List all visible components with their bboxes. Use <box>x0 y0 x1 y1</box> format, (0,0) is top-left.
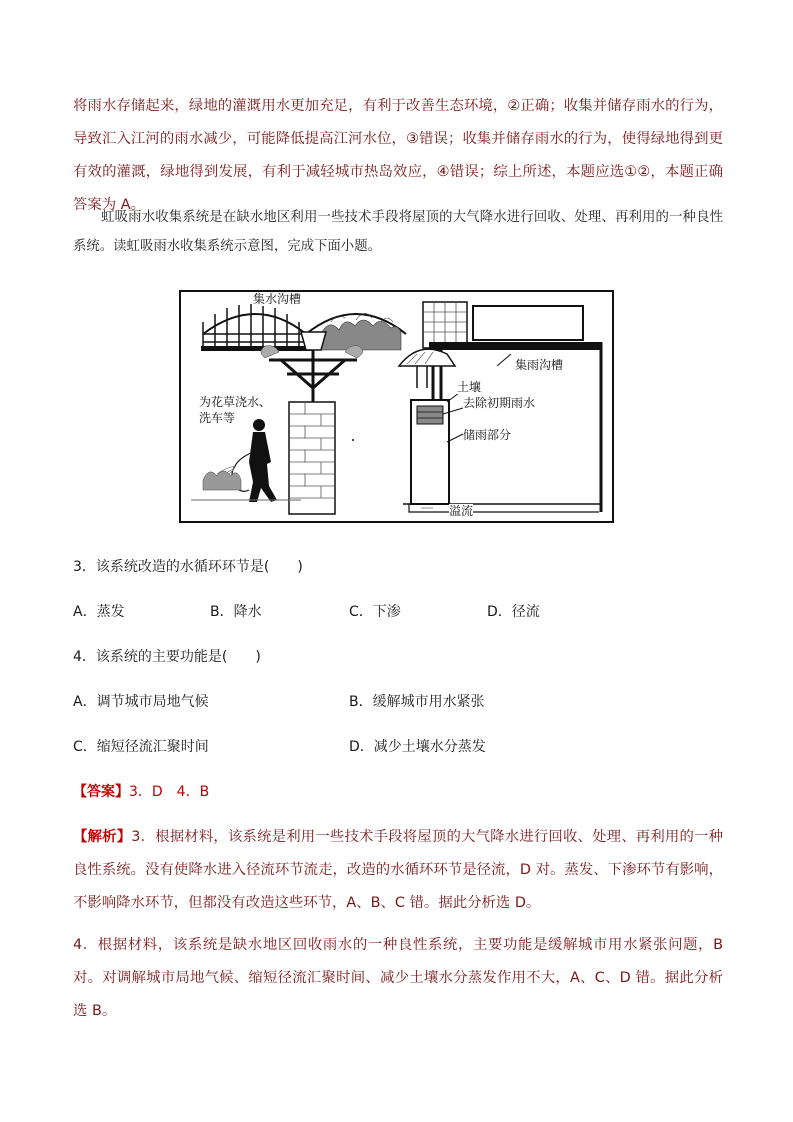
previous-explanation-paragraph: 将雨水存储起来，绿地的灌溉用水更加充足，有利于改善生态环境，②正确；收集并储存雨水的行为，导致汇入江河的雨水减少，可能降低提高江河水位，③错误；收集并储存雨水的行为，使得绿地得到更有效的灌溉，绿地得到发展，有利于减轻城市热岛效应，④错误；综上所述，本题应选①②，本题正确答案为 A。 <box>73 98 723 213</box>
q4-option-a[interactable]: A．调节城市局地气候 <box>73 694 209 710</box>
label-remove-initial-rain: 去除初期雨水 <box>463 396 536 410</box>
label-collection-trough: 集水沟槽 <box>253 292 302 306</box>
siphon-rainwater-system-diagram <box>179 290 614 523</box>
analysis-q3-text: 3．根据材料，该系统是利用一些技术手段将屋顶的大气降水进行回收、处理、再利用的一种良性系统。没有使降水进入径流环节流走，改造的水循环环节是径流，D 对。蒸发、下渗环节有影响，不影响降水环节，但都没有改造这些环节，A、B、C 错。据此分析选 D。 <box>73 829 723 911</box>
q3-option-b[interactable]: B．降水 <box>210 604 262 620</box>
q3-option-d[interactable]: D．径流 <box>487 604 540 620</box>
q3-option-c[interactable]: C．下渗 <box>349 604 401 620</box>
person-silhouette <box>249 419 277 502</box>
answer-text: 3．D 4．B <box>129 784 210 800</box>
label-rain-gutter: 集雨沟槽 <box>515 358 564 372</box>
question-4-stem: 4．该系统的主要功能是( ) <box>73 649 261 665</box>
q4-option-d[interactable]: D．减少土壤水分蒸发 <box>349 739 486 755</box>
q4-option-c[interactable]: C．缩短径流汇聚时间 <box>73 739 209 755</box>
answer-tag: 【答案】 <box>73 784 129 800</box>
label-use-line1: 为花草浇水、 <box>199 395 272 409</box>
left-arch <box>203 314 306 334</box>
label-use-line2: 洗车等 <box>199 411 236 425</box>
q3-option-a[interactable]: A．蒸发 <box>73 604 125 620</box>
material-paragraph: 虹吸雨水收集系统是在缺水地区利用一些技术手段将屋顶的大气降水进行回收、处理、再利用的一种良性系统。读虹吸雨水收集系统示意图，完成下面小题。 <box>73 210 723 254</box>
analysis-paragraph-1 <box>73 821 723 920</box>
answer-line <box>73 781 209 801</box>
label-storage-section: 储雨部分 <box>463 428 512 442</box>
analysis-tag: 【解析】 <box>73 829 132 845</box>
analysis-paragraph-2: 4．根据材料，该系统是缺水地区回收雨水的一种良性系统，主要功能是缓解城市用水紧张问题，B 对。对调解城市局地气候、缩短径流汇聚时间、减少土壤水分蒸发作用不大，A、C、D 错。据此分析选 B。 <box>73 937 723 1019</box>
label-overflow: 溢流 <box>449 504 474 518</box>
label-soil: 土壤 <box>457 380 482 394</box>
question-3-stem: 3．该系统改造的水循环环节是( ) <box>73 559 303 575</box>
q4-option-b[interactable]: B．缓解城市用水紧张 <box>349 694 485 710</box>
